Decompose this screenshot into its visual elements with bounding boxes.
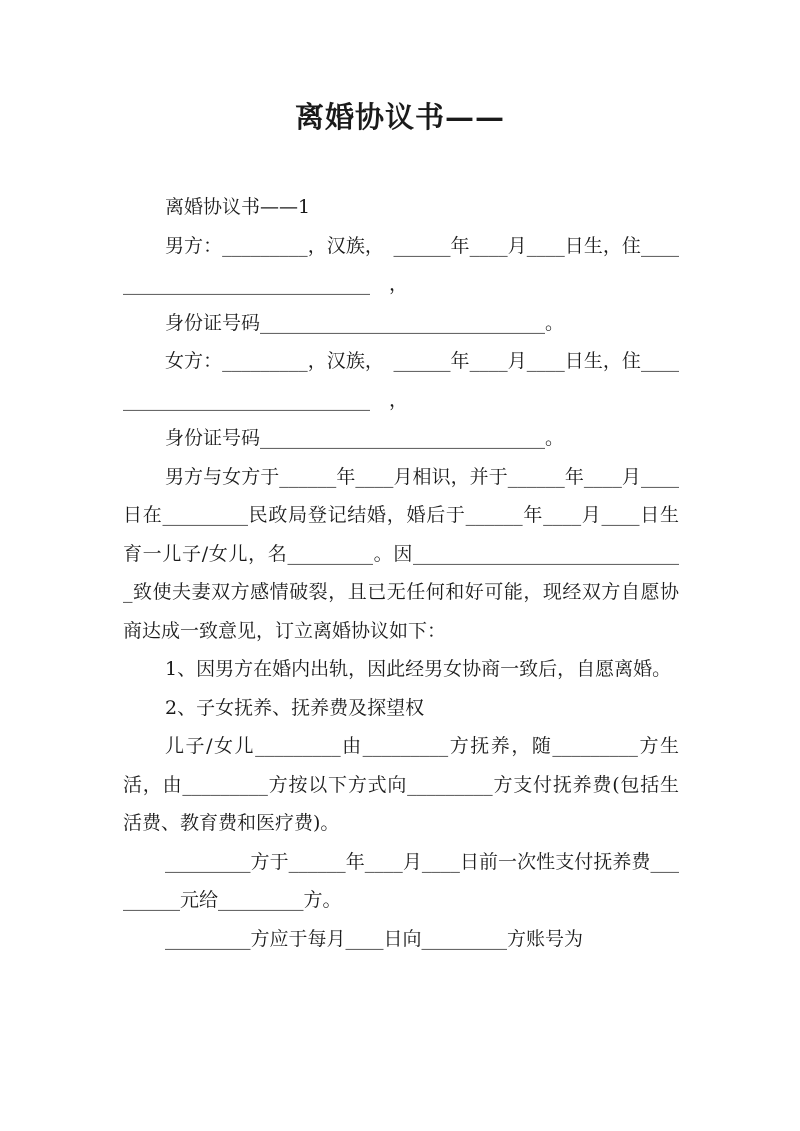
paragraph-lump-sum: _________方于______年____月____日前一次性支付抚养费_________元给_________方。 [123, 850, 679, 911]
paragraph-monthly: _________方应于每月____日向_________方账号为 [165, 927, 584, 950]
paragraph-custody: 儿子/女儿_________由_________方抚养，随_________方生活，由_________方按以下方式向_________方支付抚养费(包括生活费、教育费和医疗费)。 [123, 735, 679, 834]
paragraph-clause-1: 1、因男方在婚内出轨，因此经男女协商一致后，自愿离婚。 [165, 658, 672, 680]
paragraph-marriage: 男方与女方于______年____月相识，并于______年____月____日在_________民政局登记结婚，婚后于______年____月____日生育一儿子/女儿，名_________。因_____________________________致使夫妻双方感情破裂，且已无任何和好可能，现经双方自愿协商达成一致意见，订立离婚协议如下： [123, 465, 679, 642]
paragraph-clause-2: 2、子女抚养、抚养费及探望权 [165, 696, 425, 719]
paragraph-man-info: 男方：_________，汉族， ______年____月____日生，住______________________________ ， [123, 234, 679, 295]
document-body [123, 188, 679, 958]
paragraph-woman-id: 身份证号码______________________________。 [165, 427, 565, 449]
document-title: 离婚协议书—— [294, 100, 505, 134]
paragraph-heading: 离婚协议书——1 [165, 196, 311, 218]
paragraph-woman-info: 女方：_________，汉族， ______年____月____日生，住______________________________ ， [123, 350, 679, 411]
paragraph-man-id: 身份证号码______________________________。 [165, 311, 565, 334]
